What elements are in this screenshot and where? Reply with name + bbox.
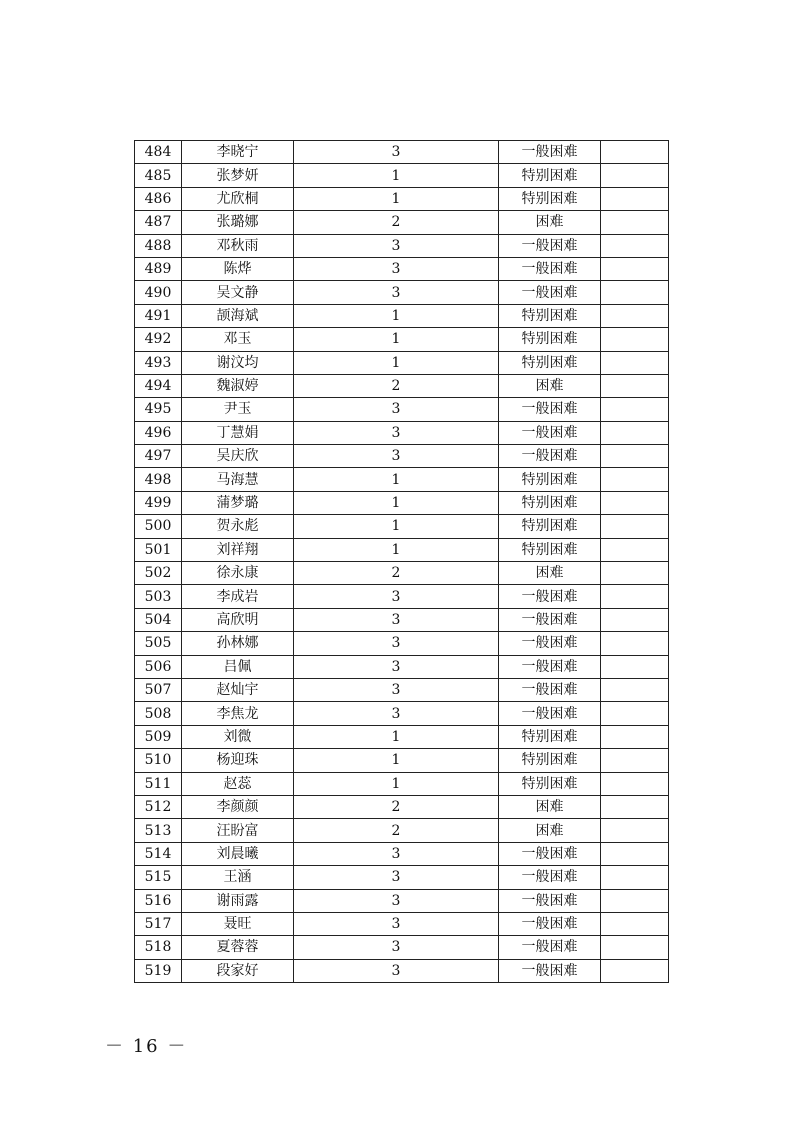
student-name-cell: 高欣明: [182, 608, 294, 631]
level-code-cell: 3: [294, 398, 499, 421]
table-row: [135, 398, 669, 421]
student-name-cell: 张梦妍: [182, 164, 294, 187]
remarks-cell: [601, 562, 669, 585]
level-code-cell: 1: [294, 468, 499, 491]
remarks-cell: [601, 164, 669, 187]
remarks-cell: [601, 211, 669, 234]
table-row: [135, 749, 669, 772]
row-number-cell: 505: [135, 632, 182, 655]
level-code-cell: 3: [294, 866, 499, 889]
table-row: [135, 164, 669, 187]
row-number-cell: 498: [135, 468, 182, 491]
row-number-cell: 504: [135, 608, 182, 631]
table-row: [135, 632, 669, 655]
row-number-cell: 492: [135, 328, 182, 351]
table-row: [135, 187, 669, 210]
remarks-cell: [601, 889, 669, 912]
level-code-cell: 1: [294, 772, 499, 795]
difficulty-level-cell: 一般困难: [499, 702, 601, 725]
student-name-cell: 魏淑婷: [182, 374, 294, 397]
row-number-cell: 516: [135, 889, 182, 912]
remarks-cell: [601, 936, 669, 959]
difficulty-level-cell: 一般困难: [499, 889, 601, 912]
difficulty-level-cell: 特别困难: [499, 164, 601, 187]
student-name-cell: 张璐娜: [182, 211, 294, 234]
difficulty-level-cell: 特别困难: [499, 187, 601, 210]
student-name-cell: 陈烨: [182, 257, 294, 280]
level-code-cell: 3: [294, 702, 499, 725]
row-number-cell: 511: [135, 772, 182, 795]
student-name-cell: 丁慧娟: [182, 421, 294, 444]
difficulty-level-cell: 一般困难: [499, 585, 601, 608]
row-number-cell: 519: [135, 959, 182, 982]
row-number-cell: 503: [135, 585, 182, 608]
table-row: [135, 141, 669, 164]
remarks-cell: [601, 912, 669, 935]
difficulty-level-cell: 一般困难: [499, 936, 601, 959]
remarks-cell: [601, 795, 669, 818]
remarks-cell: [601, 351, 669, 374]
row-number-cell: 514: [135, 842, 182, 865]
level-code-cell: 3: [294, 912, 499, 935]
difficulty-level-cell: 一般困难: [499, 398, 601, 421]
table-row: [135, 889, 669, 912]
remarks-cell: [601, 374, 669, 397]
level-code-cell: 3: [294, 421, 499, 444]
level-code-cell: 1: [294, 725, 499, 748]
student-table: [134, 140, 669, 983]
table-row: [135, 842, 669, 865]
student-name-cell: 段家好: [182, 959, 294, 982]
student-name-cell: 汪盼富: [182, 819, 294, 842]
remarks-cell: [601, 702, 669, 725]
level-code-cell: 2: [294, 211, 499, 234]
table-row: [135, 445, 669, 468]
difficulty-level-cell: 特别困难: [499, 538, 601, 561]
row-number-cell: 506: [135, 655, 182, 678]
student-name-cell: 刘祥翔: [182, 538, 294, 561]
row-number-cell: 513: [135, 819, 182, 842]
student-name-cell: 马海慧: [182, 468, 294, 491]
student-name-cell: 孙林娜: [182, 632, 294, 655]
table-row: [135, 678, 669, 701]
table-row: [135, 725, 669, 748]
row-number-cell: 487: [135, 211, 182, 234]
remarks-cell: [601, 398, 669, 421]
difficulty-level-cell: 一般困难: [499, 141, 601, 164]
student-name-cell: 邓秋雨: [182, 234, 294, 257]
remarks-cell: [601, 234, 669, 257]
student-name-cell: 吴文静: [182, 281, 294, 304]
level-code-cell: 1: [294, 164, 499, 187]
student-name-cell: 赵蕊: [182, 772, 294, 795]
level-code-cell: 3: [294, 889, 499, 912]
remarks-cell: [601, 819, 669, 842]
student-name-cell: 赵灿宇: [182, 678, 294, 701]
remarks-cell: [601, 491, 669, 514]
table-row: [135, 819, 669, 842]
student-name-cell: 吴庆欣: [182, 445, 294, 468]
level-code-cell: 3: [294, 234, 499, 257]
level-code-cell: 3: [294, 281, 499, 304]
row-number-cell: 497: [135, 445, 182, 468]
table-row: [135, 374, 669, 397]
table-row: [135, 866, 669, 889]
table-row: [135, 234, 669, 257]
level-code-cell: 3: [294, 936, 499, 959]
level-code-cell: 3: [294, 445, 499, 468]
table-row: [135, 655, 669, 678]
row-number-cell: 496: [135, 421, 182, 444]
student-name-cell: 徐永康: [182, 562, 294, 585]
student-name-cell: 蒲梦璐: [182, 491, 294, 514]
remarks-cell: [601, 632, 669, 655]
difficulty-level-cell: 特别困难: [499, 351, 601, 374]
difficulty-level-cell: 特别困难: [499, 491, 601, 514]
difficulty-level-cell: 一般困难: [499, 866, 601, 889]
table-row: [135, 491, 669, 514]
student-name-cell: 王涵: [182, 866, 294, 889]
difficulty-level-cell: 一般困难: [499, 445, 601, 468]
row-number-cell: 512: [135, 795, 182, 818]
remarks-cell: [601, 585, 669, 608]
remarks-cell: [601, 959, 669, 982]
student-name-cell: 邓玉: [182, 328, 294, 351]
row-number-cell: 502: [135, 562, 182, 585]
difficulty-level-cell: 一般困难: [499, 234, 601, 257]
row-number-cell: 495: [135, 398, 182, 421]
difficulty-level-cell: 特别困难: [499, 468, 601, 491]
table-row: [135, 912, 669, 935]
student-name-cell: 谢雨露: [182, 889, 294, 912]
difficulty-level-cell: 一般困难: [499, 281, 601, 304]
row-number-cell: 508: [135, 702, 182, 725]
difficulty-level-cell: 一般困难: [499, 632, 601, 655]
row-number-cell: 494: [135, 374, 182, 397]
remarks-cell: [601, 866, 669, 889]
table-row: [135, 608, 669, 631]
remarks-cell: [601, 468, 669, 491]
row-number-cell: 518: [135, 936, 182, 959]
level-code-cell: 2: [294, 795, 499, 818]
remarks-cell: [601, 772, 669, 795]
table-row: [135, 351, 669, 374]
level-code-cell: 3: [294, 655, 499, 678]
student-name-cell: 贺永彪: [182, 515, 294, 538]
remarks-cell: [601, 445, 669, 468]
remarks-cell: [601, 608, 669, 631]
student-name-cell: 夏蓉蓉: [182, 936, 294, 959]
table-row: [135, 702, 669, 725]
student-name-cell: 杨迎珠: [182, 749, 294, 772]
row-number-cell: 485: [135, 164, 182, 187]
remarks-cell: [601, 257, 669, 280]
level-code-cell: 1: [294, 491, 499, 514]
remarks-cell: [601, 187, 669, 210]
student-name-cell: 刘微: [182, 725, 294, 748]
row-number-cell: 490: [135, 281, 182, 304]
remarks-cell: [601, 421, 669, 444]
row-number-cell: 510: [135, 749, 182, 772]
table-row: [135, 211, 669, 234]
table-row: [135, 772, 669, 795]
level-code-cell: 1: [294, 749, 499, 772]
remarks-cell: [601, 328, 669, 351]
difficulty-level-cell: 一般困难: [499, 421, 601, 444]
table-row: [135, 585, 669, 608]
difficulty-level-cell: 一般困难: [499, 959, 601, 982]
level-code-cell: 2: [294, 374, 499, 397]
level-code-cell: 1: [294, 351, 499, 374]
difficulty-level-cell: 困难: [499, 562, 601, 585]
level-code-cell: 3: [294, 632, 499, 655]
level-code-cell: 1: [294, 187, 499, 210]
level-code-cell: 1: [294, 515, 499, 538]
table-row: [135, 421, 669, 444]
difficulty-level-cell: 一般困难: [499, 655, 601, 678]
row-number-cell: 501: [135, 538, 182, 561]
level-code-cell: 3: [294, 257, 499, 280]
student-name-cell: 李颜颜: [182, 795, 294, 818]
student-name-cell: 李焦龙: [182, 702, 294, 725]
student-name-cell: 谢汶均: [182, 351, 294, 374]
difficulty-level-cell: 一般困难: [499, 912, 601, 935]
remarks-cell: [601, 515, 669, 538]
student-name-cell: 吕佩: [182, 655, 294, 678]
difficulty-level-cell: 一般困难: [499, 842, 601, 865]
difficulty-level-cell: 特别困难: [499, 328, 601, 351]
row-number-cell: 507: [135, 678, 182, 701]
row-number-cell: 509: [135, 725, 182, 748]
student-name-cell: 聂旺: [182, 912, 294, 935]
difficulty-level-cell: 一般困难: [499, 678, 601, 701]
level-code-cell: 3: [294, 959, 499, 982]
table-row: [135, 304, 669, 327]
table-row: [135, 795, 669, 818]
student-name-cell: 刘晨曦: [182, 842, 294, 865]
level-code-cell: 2: [294, 562, 499, 585]
table-row: [135, 281, 669, 304]
level-code-cell: 3: [294, 842, 499, 865]
remarks-cell: [601, 281, 669, 304]
row-number-cell: 489: [135, 257, 182, 280]
row-number-cell: 484: [135, 141, 182, 164]
student-name-cell: 尤欣桐: [182, 187, 294, 210]
difficulty-level-cell: 特别困难: [499, 515, 601, 538]
table-row: [135, 257, 669, 280]
difficulty-level-cell: 困难: [499, 819, 601, 842]
row-number-cell: 491: [135, 304, 182, 327]
row-number-cell: 493: [135, 351, 182, 374]
difficulty-level-cell: 困难: [499, 795, 601, 818]
difficulty-level-cell: 一般困难: [499, 257, 601, 280]
remarks-cell: [601, 304, 669, 327]
remarks-cell: [601, 842, 669, 865]
difficulty-level-cell: 一般困难: [499, 608, 601, 631]
remarks-cell: [601, 749, 669, 772]
remarks-cell: [601, 141, 669, 164]
row-number-cell: 500: [135, 515, 182, 538]
table-row: [135, 562, 669, 585]
level-code-cell: 2: [294, 819, 499, 842]
difficulty-level-cell: 特别困难: [499, 749, 601, 772]
level-code-cell: 3: [294, 678, 499, 701]
student-name-cell: 颉海斌: [182, 304, 294, 327]
row-number-cell: 499: [135, 491, 182, 514]
row-number-cell: 486: [135, 187, 182, 210]
difficulty-level-cell: 困难: [499, 211, 601, 234]
difficulty-level-cell: 特别困难: [499, 725, 601, 748]
level-code-cell: 3: [294, 585, 499, 608]
student-name-cell: 尹玉: [182, 398, 294, 421]
remarks-cell: [601, 655, 669, 678]
table-row: [135, 328, 669, 351]
table-row: [135, 538, 669, 561]
difficulty-level-cell: 困难: [499, 374, 601, 397]
remarks-cell: [601, 725, 669, 748]
remarks-cell: [601, 538, 669, 561]
level-code-cell: 1: [294, 328, 499, 351]
table-row: [135, 515, 669, 538]
row-number-cell: 515: [135, 866, 182, 889]
difficulty-level-cell: 特别困难: [499, 772, 601, 795]
page-number: － 16 －: [105, 1036, 188, 1057]
level-code-cell: 1: [294, 304, 499, 327]
row-number-cell: 488: [135, 234, 182, 257]
table-row: [135, 468, 669, 491]
student-name-cell: 李成岩: [182, 585, 294, 608]
level-code-cell: 3: [294, 608, 499, 631]
remarks-cell: [601, 678, 669, 701]
table-row: [135, 936, 669, 959]
level-code-cell: 3: [294, 141, 499, 164]
difficulty-level-cell: 特别困难: [499, 304, 601, 327]
table-row: [135, 959, 669, 982]
student-name-cell: 李晓宁: [182, 141, 294, 164]
level-code-cell: 1: [294, 538, 499, 561]
row-number-cell: 517: [135, 912, 182, 935]
